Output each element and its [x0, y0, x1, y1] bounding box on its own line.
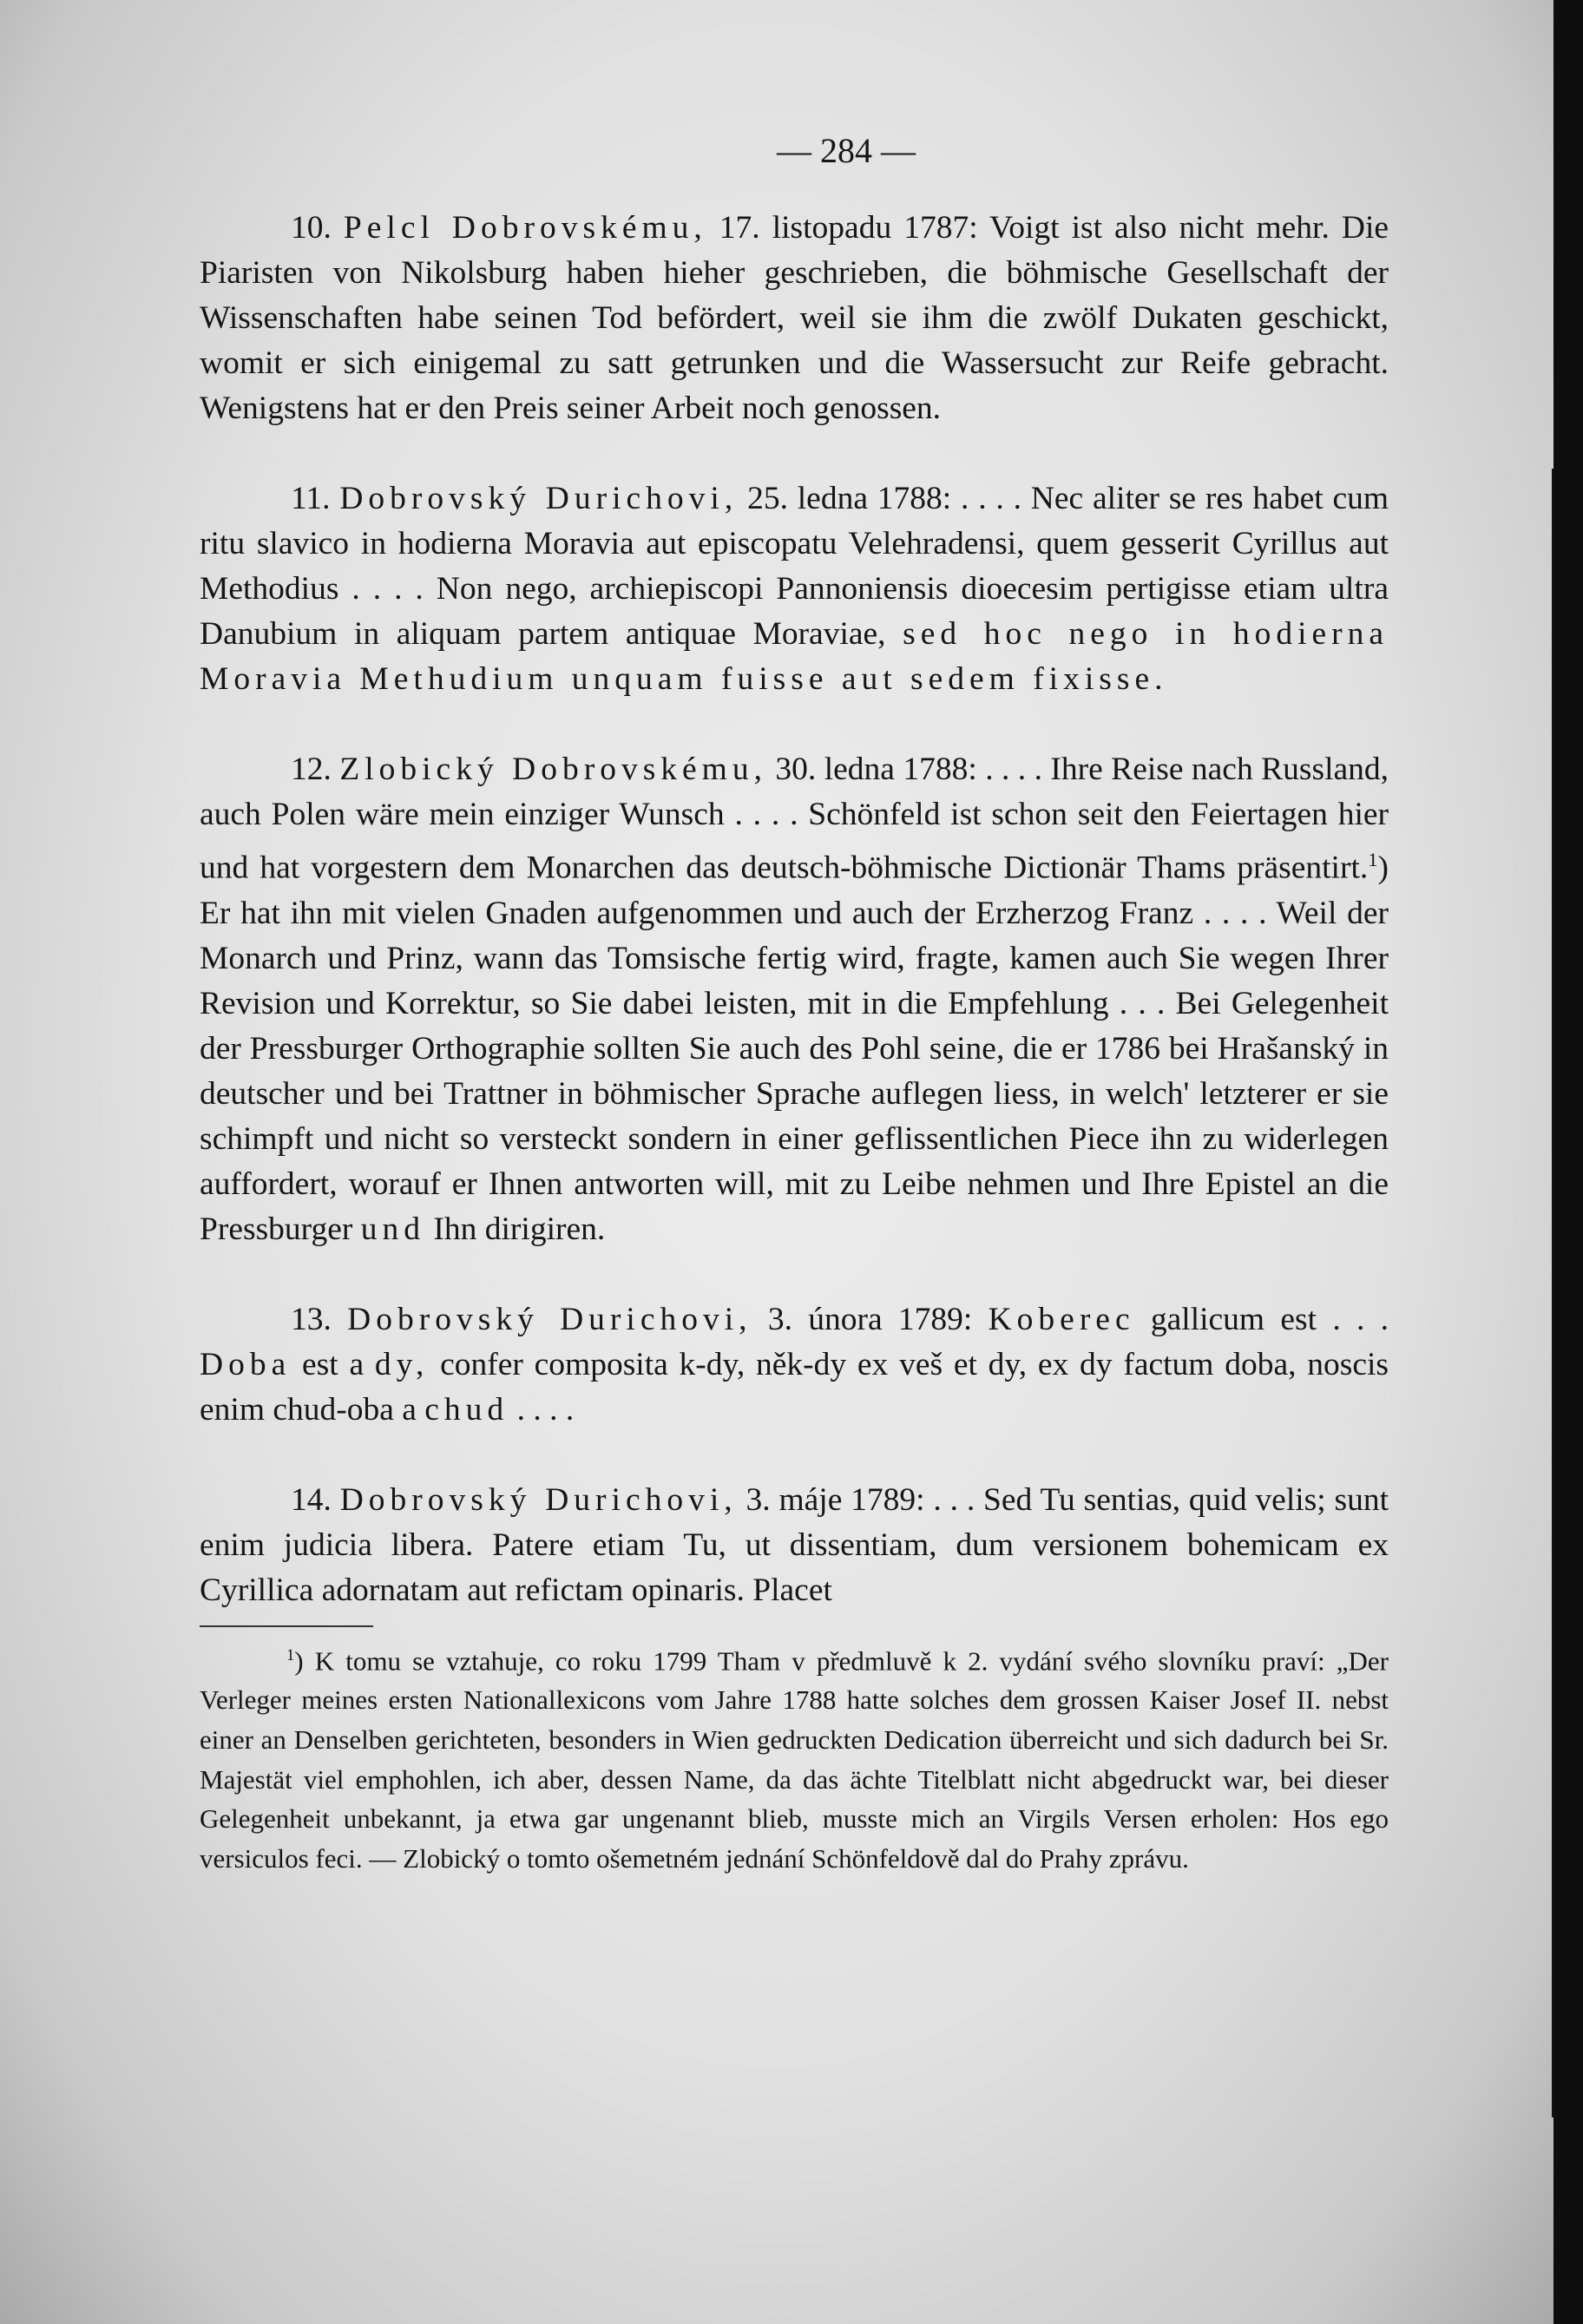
page-number: — 284 — [777, 131, 916, 170]
entry-spaced-text: Koberec [988, 1301, 1135, 1337]
entry-paragraph [200, 476, 1389, 702]
page-content [200, 130, 1389, 1878]
entry-label: 10. [291, 210, 332, 246]
footnote [200, 1636, 1389, 1879]
entry-11 [200, 476, 1389, 702]
entry-label: 13. [291, 1301, 332, 1337]
entry-spaced-text: und [360, 1211, 425, 1247]
footnote-text: ) K tomu se vztahuje, co roku 1799 Tham v předmluvě k 2. vydání svého slovníku praví: „Der Verleger meines ersten Nationallexicons vom Jahre 1788 hatte solches dem grossen Kaiser Josef II. nebst einer an Denselben gerichteten, besonders in Wien gedruckten Dedication überreicht und sich dadurch bei Sr. Majestät viel emphohlen, ich aber, dessen Name, da das ächte Titelblatt nicht abgedruckt war, bei dieser Gelegenheit unbekannt, ja etwa gar ungenannt blieb, musste mich an Virgils Versen erholen: Hos ego versiculos feci. — Zlobický o tomto ošemetném jednání Schönfeldově dal do Prahy zprávu. [200, 1645, 1389, 1874]
entry-12 [200, 747, 1389, 1252]
entry-text: . . . . [516, 1391, 575, 1428]
entry-correspondents: Zlobický Dobrovskému, [339, 752, 767, 787]
entry-text: est a [302, 1346, 365, 1382]
entry-paragraph [200, 206, 1389, 431]
entry-correspondents: Dobrovský Durichovi, [347, 1301, 752, 1337]
footnote-marker: 1 [286, 1645, 295, 1664]
entry-label: 12. [291, 752, 332, 787]
entry-spaced-text: chud [424, 1391, 509, 1428]
entry-label: 14. [291, 1481, 332, 1518]
entry-text: 3. února 1789: [767, 1301, 973, 1337]
entry-spaced-text: Doba [200, 1346, 292, 1382]
entry-correspondents: Dobrovský Durichovi, [339, 481, 739, 516]
footnotes [200, 1636, 1389, 1879]
entry-text: Ihn dirigiren. [433, 1211, 606, 1247]
entry-text: 30. ledna 1788: . . . . Ihre Reise nach Russland, auch Polen wäre mein einziger Wunsch . . . . Schönfeld ist schon seit den Feiertagen hier und hat vorgestern dem Monarchen das deutsch-böhmische Dictionär Thams präsentirt. [200, 752, 1389, 886]
entry-paragraph [200, 1297, 1389, 1433]
footnote-ref: 1 [1368, 849, 1378, 870]
entry-14 [200, 1478, 1389, 1613]
entry-paragraph [200, 747, 1389, 1252]
binding-edge-line [1552, 469, 1554, 2117]
entry-text: 17. listopadu 1787: Voigt ist also nicht mehr. Die Piaristen von Nikolsburg haben hieher geschrieben, die böhmische Gesellschaft der Wissenschaften habe seinen Tod befördert, weil sie ihm die zwölf Dukaten geschickt, womit er sich einigemal zu satt getrunken und die Wassersucht zur Reife gebracht. Wenigstens hat er den Preis seiner Arbeit noch genossen. [200, 210, 1389, 426]
entry-text: ) Er hat ihn mit vielen Gnaden aufgenommen und auch der Erzherzog Franz . . . . Weil der Monarch und Prinz, wann das Tomsische fertig wird, fragte, kamen auch Sie wegen Ihrer Revision und Korrektur, so Sie dabei leisten, mit in die Empfehlung . . . Bei Gelegenheit der Pressburger Orthographie sollten Sie auch des Pohl seine, die er 1786 bei Hrašanský in deutscher und bei Trattner in böhmischer Sprache auflegen liess, in welch' letzterer er sie schimpft und nicht so versteckt sondern in einer geflissentlichen Piece ihn zu widerlegen auffordert, worauf er Ihnen antworten will, mit zu Leibe nehmen und Ihre Epistel an die Pressburger [200, 850, 1389, 1247]
entry-text: 25. ledna 1788: . . . . Nec aliter se res habet cum ritu slavico in hodierna Moravia aut episcopatu Velehradensi, quem gesserit Cyrillus aut Methodius . . . . Non nego, archiepiscopi Pannoniensis dioecesim pertigisse etiam ultra Danubium in aliquam partem antiquae Moraviae, [200, 481, 1389, 652]
entry-text: 3. máje 1789: . . . Sed Tu sentias, quid velis; sunt enim judicia libera. Patere etiam Tu, ut dissentiam, dum versionem bohemicam ex Cyrillica adornatam aut refictam opinaris. Placet [200, 1481, 1389, 1608]
entry-correspondents: Pelcl Dobrovskému, [343, 210, 707, 246]
entry-correspondents: Dobrovský Durichovi, [339, 1481, 738, 1518]
entry-label: 11. [291, 481, 331, 516]
entry-text: gallicum est . . . [1150, 1301, 1389, 1337]
entry-spaced-text: sed hoc nego in hodierna Moravia Methudium unquam fuisse aut sedem fixisse. [200, 616, 1389, 697]
entry-13 [200, 1297, 1389, 1433]
entry-paragraph [200, 1478, 1389, 1613]
entry-text: confer composita k-dy, něk-dy ex veš et dy, ex dy factum doba, noscis enim chud-oba a [200, 1346, 1389, 1428]
entry-spaced-text: dy, [374, 1346, 430, 1382]
entry-10 [200, 206, 1389, 431]
scan-edge-border [1553, 0, 1583, 2324]
footnote-divider [200, 1625, 373, 1627]
